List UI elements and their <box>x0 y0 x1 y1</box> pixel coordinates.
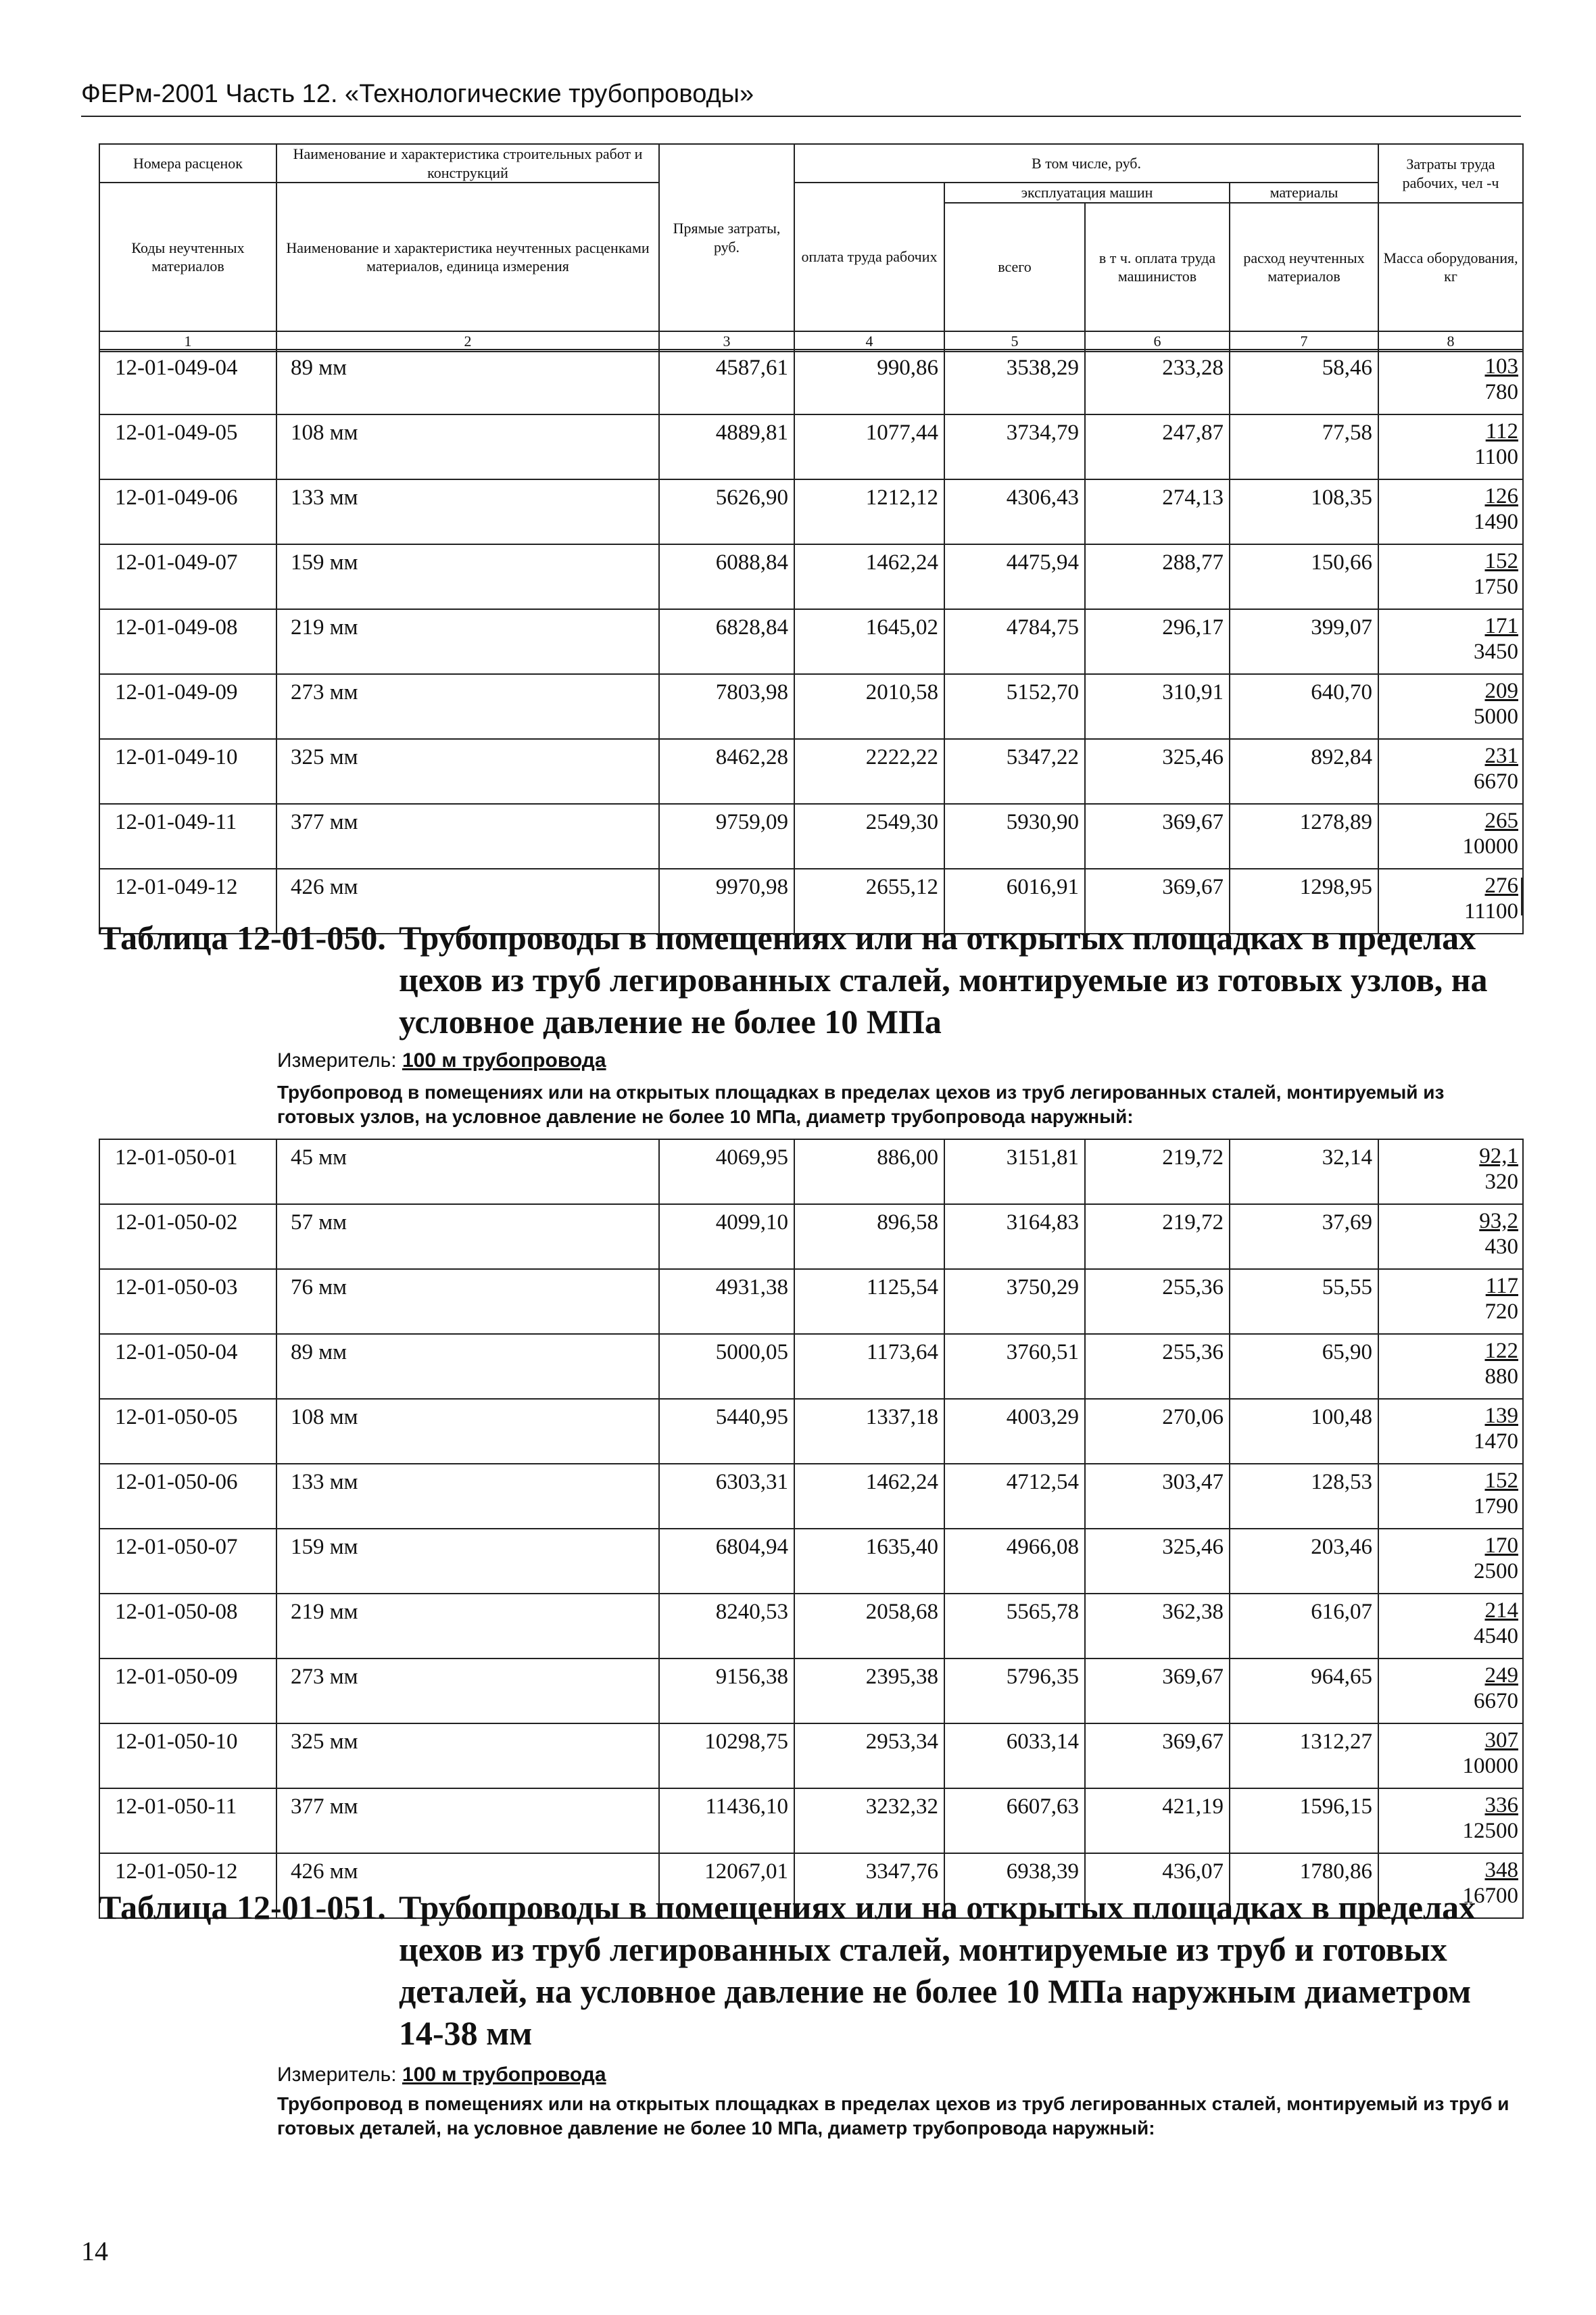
equipment-mass: 16700 <box>1462 1883 1518 1908</box>
labor-hours: 307 <box>1484 1728 1518 1752</box>
work-name: 325 мм <box>276 1723 659 1788</box>
labor-hours: 265 <box>1484 809 1518 833</box>
col3-header: Прямые затраты, руб. <box>659 144 794 331</box>
labor-cost: 2222,22 <box>794 739 944 804</box>
work-name: 325 мм <box>276 739 659 804</box>
rates-table-049 <box>99 349 1524 934</box>
labor-mass-cell <box>1378 1334 1523 1399</box>
table-row <box>99 1594 1523 1658</box>
equipment-mass: 320 <box>1484 1169 1518 1194</box>
labor-mass-cell <box>1378 1204 1523 1269</box>
machine-cost: 6033,14 <box>944 1723 1085 1788</box>
machine-cost: 4712,54 <box>944 1464 1085 1529</box>
labor-mass-cell <box>1378 1529 1523 1594</box>
column-number: 6 <box>1085 331 1230 352</box>
material-cost: 65,90 <box>1230 1334 1378 1399</box>
table-row <box>99 350 1523 414</box>
operator-cost: 296,17 <box>1085 609 1230 674</box>
labor-mass-cell <box>1378 1464 1523 1529</box>
operator-cost: 369,67 <box>1085 1658 1230 1723</box>
table-050-title <box>99 917 1522 1043</box>
work-name: 159 мм <box>276 1529 659 1594</box>
direct-cost: 10298,75 <box>659 1723 794 1788</box>
col6-header: в т ч. оплата труда машинистов <box>1085 203 1230 331</box>
equipment-mass: 11100 <box>1464 899 1518 924</box>
col4-header: оплата труда рабочих <box>794 183 944 331</box>
rate-code: 12-01-050-11 <box>99 1788 276 1853</box>
table-row <box>99 1269 1523 1334</box>
labor-cost: 2395,38 <box>794 1658 944 1723</box>
labor-hours: 209 <box>1484 679 1518 703</box>
operator-cost: 362,38 <box>1085 1594 1230 1658</box>
labor-cost: 896,58 <box>794 1204 944 1269</box>
labor-mass-cell <box>1378 414 1523 479</box>
table-051-measure <box>277 2063 606 2086</box>
column-number: 1 <box>99 331 276 352</box>
rate-code: 12-01-049-11 <box>99 804 276 869</box>
machine-cost: 3734,79 <box>944 414 1085 479</box>
machine-cost: 3760,51 <box>944 1334 1085 1399</box>
measure-value: 100 м трубопровода <box>402 1049 606 1072</box>
equipment-mass: 1470 <box>1474 1429 1518 1454</box>
labor-cost: 1462,24 <box>794 1464 944 1529</box>
direct-cost: 4931,38 <box>659 1269 794 1334</box>
col2-top: Наименование и характеристика строительных работ и конструкций <box>276 144 659 183</box>
table-row <box>99 1723 1523 1788</box>
table-051-title-text: Трубопроводы в помещениях или на открытых площадках в пределах цехов из труб легированных сталей, монтируемые из труб и готовых деталей, на условное давление не более 10 МПа наружным диаметром 14-38 мм <box>399 1888 1476 2052</box>
labor-cost: 2058,68 <box>794 1594 944 1658</box>
table-row <box>99 479 1523 544</box>
table-050-measure <box>277 1049 606 1072</box>
operator-cost: 369,67 <box>1085 1723 1230 1788</box>
material-cost: 108,35 <box>1230 479 1378 544</box>
equipment-mass: 6670 <box>1474 1688 1518 1713</box>
labor-cost: 990,86 <box>794 350 944 414</box>
rate-code: 12-01-050-07 <box>99 1529 276 1594</box>
col1-top: Номера расценок <box>99 144 276 183</box>
direct-cost: 8240,53 <box>659 1594 794 1658</box>
labor-hours: 117 <box>1485 1274 1518 1298</box>
direct-cost: 8462,28 <box>659 739 794 804</box>
material-cost: 399,07 <box>1230 609 1378 674</box>
labor-cost: 3232,32 <box>794 1788 944 1853</box>
materials-header: материалы <box>1230 183 1378 203</box>
machine-cost: 4003,29 <box>944 1399 1085 1464</box>
machine-cost: 4966,08 <box>944 1529 1085 1594</box>
equipment-mass: 12500 <box>1462 1818 1518 1843</box>
equipment-mass: 1490 <box>1474 509 1518 534</box>
table-049-gap <box>99 878 1522 915</box>
table-row <box>99 1204 1523 1269</box>
work-name: 89 мм <box>276 350 659 414</box>
machine-cost: 5796,35 <box>944 1658 1085 1723</box>
work-name: 219 мм <box>276 609 659 674</box>
direct-cost: 9759,09 <box>659 804 794 869</box>
equipment-mass: 10000 <box>1462 834 1518 859</box>
direct-cost: 6303,31 <box>659 1464 794 1529</box>
labor-mass-cell <box>1378 1723 1523 1788</box>
direct-cost: 11436,10 <box>659 1788 794 1853</box>
operator-cost: 369,67 <box>1085 804 1230 869</box>
labor-hours: 348 <box>1484 1858 1518 1882</box>
machine-cost: 5930,90 <box>944 804 1085 869</box>
direct-cost: 6804,94 <box>659 1529 794 1594</box>
labor-cost: 1462,24 <box>794 544 944 609</box>
rate-code: 12-01-050-10 <box>99 1723 276 1788</box>
labor-hours: 93,2 <box>1479 1209 1518 1233</box>
material-cost: 616,07 <box>1230 1594 1378 1658</box>
operator-cost: 255,36 <box>1085 1269 1230 1334</box>
work-name: 76 мм <box>276 1269 659 1334</box>
machine-cost: 3538,29 <box>944 350 1085 414</box>
equipment-mass: 10000 <box>1462 1753 1518 1778</box>
work-name: 426 мм <box>276 1853 659 1918</box>
labor-cost: 1173,64 <box>794 1334 944 1399</box>
machines-header: эксплуатация машин <box>944 183 1230 203</box>
table-050-description: Трубопровод в помещениях или на открытых площадках в пределах цехов из труб легированных сталей, монтируемый из готовых узлов, на условное давление не более 10 МПа, диаметр трубопровода наружный: <box>277 1082 1445 1127</box>
operator-cost: 325,46 <box>1085 1529 1230 1594</box>
table-row <box>99 1139 1523 1204</box>
labor-hours: 152 <box>1484 549 1518 573</box>
rate-code: 12-01-050-12 <box>99 1853 276 1918</box>
labor-cost: 1645,02 <box>794 609 944 674</box>
column-number: 7 <box>1230 331 1378 352</box>
rate-code: 12-01-049-09 <box>99 674 276 739</box>
rate-code: 12-01-050-09 <box>99 1658 276 1723</box>
work-name: 133 мм <box>276 479 659 544</box>
rate-code: 12-01-050-03 <box>99 1269 276 1334</box>
direct-cost: 12067,01 <box>659 1853 794 1918</box>
table-row <box>99 1464 1523 1529</box>
material-cost: 32,14 <box>1230 1139 1378 1204</box>
work-name: 108 мм <box>276 1399 659 1464</box>
column-number: 4 <box>794 331 944 352</box>
table-row <box>99 1529 1523 1594</box>
material-cost: 37,69 <box>1230 1204 1378 1269</box>
operator-cost: 436,07 <box>1085 1853 1230 1918</box>
material-cost: 55,55 <box>1230 1269 1378 1334</box>
work-name: 45 мм <box>276 1139 659 1204</box>
rate-code: 12-01-049-05 <box>99 414 276 479</box>
labor-hours: 276 <box>1484 874 1518 898</box>
work-name: 377 мм <box>276 1788 659 1853</box>
col8-top: Затраты труда рабочих, чел -ч <box>1378 144 1523 203</box>
measure-value: 100 м трубопровода <box>402 2063 606 2086</box>
operator-cost: 255,36 <box>1085 1334 1230 1399</box>
machine-cost: 6016,91 <box>944 869 1085 934</box>
labor-mass-cell <box>1378 739 1523 804</box>
material-cost: 203,46 <box>1230 1529 1378 1594</box>
equipment-mass: 430 <box>1484 1234 1518 1259</box>
labor-hours: 249 <box>1484 1663 1518 1688</box>
material-cost: 1298,95 <box>1230 869 1378 934</box>
operator-cost: 270,06 <box>1085 1399 1230 1464</box>
labor-mass-cell <box>1378 1269 1523 1334</box>
material-cost: 1278,89 <box>1230 804 1378 869</box>
labor-hours: 170 <box>1484 1533 1518 1558</box>
operator-cost: 288,77 <box>1085 544 1230 609</box>
rate-code: 12-01-050-05 <box>99 1399 276 1464</box>
labor-hours: 171 <box>1484 614 1518 638</box>
direct-cost: 4069,95 <box>659 1139 794 1204</box>
rate-code: 12-01-049-08 <box>99 609 276 674</box>
labor-cost: 1077,44 <box>794 414 944 479</box>
machine-cost: 3151,81 <box>944 1139 1085 1204</box>
labor-cost: 2655,12 <box>794 869 944 934</box>
labor-mass-cell <box>1378 544 1523 609</box>
machine-cost: 3750,29 <box>944 1269 1085 1334</box>
labor-hours: 92,1 <box>1479 1144 1518 1168</box>
table-row <box>99 414 1523 479</box>
labor-cost: 1125,54 <box>794 1269 944 1334</box>
equipment-mass: 1790 <box>1474 1494 1518 1519</box>
operator-cost: 233,28 <box>1085 350 1230 414</box>
measure-label: Измеритель: <box>277 1049 397 1072</box>
direct-cost: 5440,95 <box>659 1399 794 1464</box>
column-number: 2 <box>276 331 659 352</box>
table-050-label: Таблица 12-01-050. <box>99 919 386 957</box>
labor-hours: 336 <box>1484 1793 1518 1817</box>
labor-hours: 122 <box>1484 1339 1518 1363</box>
labor-mass-cell <box>1378 674 1523 739</box>
labor-mass-cell <box>1378 1788 1523 1853</box>
labor-mass-cell <box>1378 1594 1523 1658</box>
material-cost: 1312,27 <box>1230 1723 1378 1788</box>
work-name: 273 мм <box>276 674 659 739</box>
machine-cost: 5152,70 <box>944 674 1085 739</box>
table-row <box>99 1399 1523 1464</box>
work-name: 57 мм <box>276 1204 659 1269</box>
direct-cost: 7803,98 <box>659 674 794 739</box>
column-number: 3 <box>659 331 794 352</box>
machine-cost: 4784,75 <box>944 609 1085 674</box>
column-number: 8 <box>1378 331 1523 352</box>
included-header: В том числе, руб. <box>794 144 1378 183</box>
direct-cost: 5626,90 <box>659 479 794 544</box>
machine-cost: 5565,78 <box>944 1594 1085 1658</box>
labor-cost: 3347,76 <box>794 1853 944 1918</box>
labor-cost: 2953,34 <box>794 1723 944 1788</box>
table-row <box>99 674 1523 739</box>
material-cost: 892,84 <box>1230 739 1378 804</box>
rate-code: 12-01-050-02 <box>99 1204 276 1269</box>
direct-cost: 4587,61 <box>659 350 794 414</box>
table-051-label: Таблица 12-01-051. <box>99 1888 386 1926</box>
labor-mass-cell <box>1378 1139 1523 1204</box>
labor-cost: 1635,40 <box>794 1529 944 1594</box>
rate-code: 12-01-049-10 <box>99 739 276 804</box>
direct-cost: 5000,05 <box>659 1334 794 1399</box>
equipment-mass: 3450 <box>1474 639 1518 664</box>
operator-cost: 421,19 <box>1085 1788 1230 1853</box>
column-header-table <box>99 143 1524 352</box>
material-cost: 150,66 <box>1230 544 1378 609</box>
labor-cost: 2549,30 <box>794 804 944 869</box>
labor-mass-cell <box>1378 804 1523 869</box>
equipment-mass: 1100 <box>1474 444 1518 469</box>
table-050-title-text: Трубопроводы в помещениях или на открытых площадках в пределах цехов из труб легированных сталей, монтируемые из готовых узлов, на условное давление не более 10 МПа <box>399 919 1488 1041</box>
work-name: 219 мм <box>276 1594 659 1658</box>
rate-code: 12-01-050-01 <box>99 1139 276 1204</box>
rates-table-050 <box>99 1139 1524 1919</box>
table-row <box>99 804 1523 869</box>
labor-hours: 231 <box>1484 744 1518 768</box>
equipment-mass: 4540 <box>1474 1623 1518 1648</box>
material-cost: 58,46 <box>1230 350 1378 414</box>
equipment-mass: 720 <box>1484 1299 1518 1324</box>
material-cost: 128,53 <box>1230 1464 1378 1529</box>
machine-cost: 3164,83 <box>944 1204 1085 1269</box>
operator-cost: 247,87 <box>1085 414 1230 479</box>
material-cost: 100,48 <box>1230 1399 1378 1464</box>
operator-cost: 219,72 <box>1085 1204 1230 1269</box>
table-row <box>99 544 1523 609</box>
operator-cost: 369,67 <box>1085 869 1230 934</box>
operator-cost: 303,47 <box>1085 1464 1230 1529</box>
work-name: 108 мм <box>276 414 659 479</box>
work-name: 426 мм <box>276 869 659 934</box>
col1-bottom: Коды неучтенных материалов <box>99 183 276 331</box>
labor-hours: 214 <box>1484 1598 1518 1623</box>
col2-bottom: Наименование и характеристика неучтенных расценками материалов, единица измерения <box>276 183 659 331</box>
page-header: ФЕРм-2001 Часть 12. «Технологические трубопроводы» <box>81 80 1521 117</box>
labor-hours: 152 <box>1484 1469 1518 1493</box>
table-051-title <box>99 1883 1522 2062</box>
labor-hours: 112 <box>1485 419 1518 444</box>
rate-code: 12-01-049-07 <box>99 544 276 609</box>
labor-hours: 139 <box>1484 1404 1518 1428</box>
table-row <box>99 1334 1523 1399</box>
rate-code: 12-01-049-12 <box>99 869 276 934</box>
operator-cost: 274,13 <box>1085 479 1230 544</box>
direct-cost: 9970,98 <box>659 869 794 934</box>
table-row <box>99 1788 1523 1853</box>
machine-cost: 6938,39 <box>944 1853 1085 1918</box>
labor-mass-cell <box>1378 350 1523 414</box>
table-051-description: Трубопровод в помещениях или на открытых площадках в пределах цехов из труб легированных сталей, монтируемый из труб и готовых деталей, на условное давление не более 10 МПа, диаметр трубопровода наружный: <box>277 2093 1509 2139</box>
labor-mass-cell <box>1378 1399 1523 1464</box>
machine-cost: 4475,94 <box>944 544 1085 609</box>
rate-code: 12-01-049-06 <box>99 479 276 544</box>
equipment-mass: 2500 <box>1474 1558 1518 1583</box>
equipment-mass: 1750 <box>1474 574 1518 599</box>
labor-hours: 103 <box>1484 354 1518 379</box>
material-cost: 640,70 <box>1230 674 1378 739</box>
measure-label: Измеритель: <box>277 2063 397 2086</box>
work-name: 133 мм <box>276 1464 659 1529</box>
labor-hours: 126 <box>1484 484 1518 508</box>
labor-cost: 1212,12 <box>794 479 944 544</box>
page-number: 14 <box>81 2236 108 2266</box>
work-name: 159 мм <box>276 544 659 609</box>
machine-cost: 4306,43 <box>944 479 1085 544</box>
operator-cost: 325,46 <box>1085 739 1230 804</box>
labor-cost: 886,00 <box>794 1139 944 1204</box>
direct-cost: 9156,38 <box>659 1658 794 1723</box>
direct-cost: 4889,81 <box>659 414 794 479</box>
table-row <box>99 609 1523 674</box>
equipment-mass: 5000 <box>1474 704 1518 729</box>
table-row <box>99 739 1523 804</box>
rate-code: 12-01-050-08 <box>99 1594 276 1658</box>
material-cost: 77,58 <box>1230 414 1378 479</box>
labor-cost: 1337,18 <box>794 1399 944 1464</box>
equipment-mass: 6670 <box>1474 769 1518 794</box>
material-cost: 1780,86 <box>1230 1853 1378 1918</box>
operator-cost: 219,72 <box>1085 1139 1230 1204</box>
rate-code: 12-01-050-06 <box>99 1464 276 1529</box>
labor-mass-cell <box>1378 479 1523 544</box>
work-name: 273 мм <box>276 1658 659 1723</box>
rate-code: 12-01-049-04 <box>99 350 276 414</box>
col8-bottom: Масса оборудования, кг <box>1378 203 1523 331</box>
material-cost: 964,65 <box>1230 1658 1378 1723</box>
material-cost: 1596,15 <box>1230 1788 1378 1853</box>
equipment-mass: 880 <box>1484 1364 1518 1389</box>
col5-header: всего <box>944 203 1085 331</box>
table-row <box>99 1658 1523 1723</box>
column-number: 5 <box>944 331 1085 352</box>
labor-cost: 2010,58 <box>794 674 944 739</box>
equipment-mass: 780 <box>1484 379 1518 404</box>
labor-mass-cell <box>1378 1658 1523 1723</box>
machine-cost: 6607,63 <box>944 1788 1085 1853</box>
operator-cost: 310,91 <box>1085 674 1230 739</box>
rate-code: 12-01-050-04 <box>99 1334 276 1399</box>
labor-mass-cell <box>1378 609 1523 674</box>
work-name: 377 мм <box>276 804 659 869</box>
direct-cost: 6828,84 <box>659 609 794 674</box>
direct-cost: 6088,84 <box>659 544 794 609</box>
machine-cost: 5347,22 <box>944 739 1085 804</box>
direct-cost: 4099,10 <box>659 1204 794 1269</box>
work-name: 89 мм <box>276 1334 659 1399</box>
col7-header: расход неучтенных материалов <box>1230 203 1378 331</box>
